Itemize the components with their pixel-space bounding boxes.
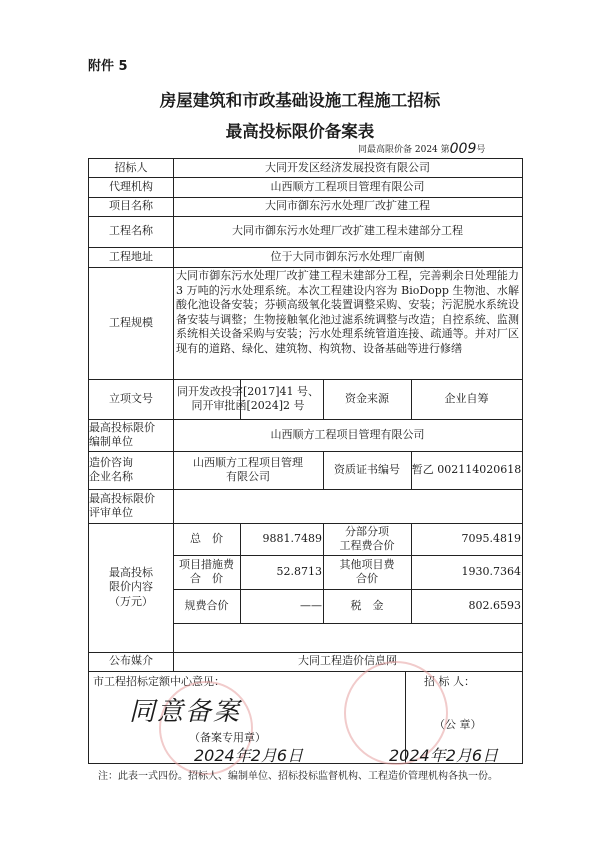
footnote: 注：此表一式四份。招标人、编制单位、招标投标监督机构、工程造价管理机构各执一份。: [98, 771, 498, 782]
work-address-label: 工程地址: [109, 249, 153, 263]
fee-price-label: 规费合价: [184, 598, 229, 612]
review-label-line1: 最高投标限价: [89, 491, 155, 505]
measure-price-label: [173, 555, 240, 589]
total-price-value: 9881.7489: [262, 531, 322, 545]
tax-value: 802.6593: [468, 598, 521, 612]
cert-value: 暂乙 002114020618: [411, 462, 522, 476]
consult-label-line1: 造价咨询: [89, 455, 133, 469]
approval-value-line2: 同开审批函[2024]2 号: [191, 399, 305, 412]
approval-value: [173, 379, 323, 419]
file-number-suffix: 号: [476, 145, 486, 155]
project-name-label: 项目名称: [109, 199, 153, 213]
file-number: [358, 140, 485, 156]
compiler-label: [89, 419, 173, 451]
review-label-line2: 评审单位: [89, 506, 133, 519]
tax-label: 税 金: [350, 598, 384, 612]
measure-price-label-line1: 项目措施费: [179, 557, 234, 571]
tenderer-label: 招标人: [114, 160, 148, 174]
file-number-handwritten: 009: [449, 141, 477, 157]
consult-value-line2: 有限公司: [226, 470, 270, 483]
agent-value: 山西顺方工程项目管理有限公司: [270, 179, 425, 193]
work-name-label: 工程名称: [109, 224, 153, 238]
filing-table: [88, 158, 523, 764]
sub-price-label-line1: 分部分项: [345, 524, 389, 538]
consult-label: [89, 451, 173, 489]
file-number-prefix: 同最高限价备 2024 第: [358, 145, 450, 155]
right-date: 2024年2月6日: [389, 746, 499, 765]
project-name-value: 大同市御东污水处理厂改扩建工程: [265, 199, 430, 213]
review-label: [89, 489, 173, 523]
page-title-line1: 房屋建筑和市政基础设施工程施工招标: [159, 91, 441, 110]
left-signature: 同意备案: [129, 697, 242, 727]
consult-value: [173, 451, 323, 489]
consult-value-line1: 山西顺方工程项目管理: [193, 455, 303, 469]
sub-price-label: [323, 523, 411, 555]
fee-price-value: ——: [300, 598, 322, 612]
left-stamp-note: （备案专用章）: [189, 731, 266, 744]
tenderer-value: 大同开发区经济发展投资有限公司: [265, 160, 430, 174]
work-address-value: 位于大同市御东污水处理厂南侧: [270, 249, 425, 263]
page-title-line2: 最高投标限价备案表: [225, 122, 375, 141]
right-sign-title: 招 标 人：: [424, 675, 475, 688]
right-stamp-note: （公 章）: [434, 718, 482, 731]
price-label: [89, 523, 173, 652]
publish-value: 大同工程造价信息网: [298, 654, 397, 668]
other-price-label: [323, 555, 411, 589]
left-sign-title: 市工程招标定额中心意见：: [93, 675, 225, 688]
compiler-value: 山西顺方工程项目管理有限公司: [270, 427, 425, 441]
other-price-value: 1930.7364: [461, 564, 521, 578]
total-price-label: 总 价: [190, 531, 223, 545]
review-value: [173, 489, 522, 523]
left-date: 2024年2月6日: [194, 746, 304, 765]
approval-label: 立项文号: [109, 391, 153, 405]
consult-label-line2: 企业名称: [89, 470, 133, 483]
measure-price-label-line2: 合 价: [190, 572, 223, 585]
price-label-line3: （万元）: [109, 594, 153, 608]
cert-label: 资质证书编号: [334, 462, 400, 476]
publish-label: 公布媒介: [109, 654, 153, 668]
measure-price-value: 52.8713: [276, 564, 322, 578]
sub-price-value: 7095.4819: [461, 531, 521, 545]
annex-label: 附件 5: [88, 59, 128, 74]
sub-price-label-line2: 工程费合价: [339, 539, 395, 552]
fund-source-value: 企业自筹: [444, 391, 489, 405]
scope-label: 工程规模: [109, 315, 153, 329]
other-price-label-line2: 合价: [356, 572, 378, 585]
compiler-label-line2: 编制单位: [89, 435, 133, 448]
price-label-line1: 最高投标: [109, 566, 153, 580]
approval-value-line1: 同开发改投字[2017]41 号、: [176, 384, 320, 398]
fund-source-label: 资金来源: [345, 391, 389, 405]
agent-label: 代理机构: [109, 179, 153, 193]
other-price-label-line1: 其他项目费: [339, 557, 395, 571]
work-name-value: 大同市御东污水处理厂改扩建工程未建部分工程: [232, 224, 463, 238]
compiler-label-line1: 最高投标限价: [89, 420, 155, 434]
price-label-line2: 限价内容: [109, 580, 153, 594]
scope-value: 大同市御东污水处理厂改扩建工程未建部分工程，完善剩余日处理能力 3 万吨的污水处理系统。本次工程建设内容为 BioDopp 生物池、水解酸化池设备安装；芬顿高级氧化装置调整采购、安装；污泥脱水系统设备安装与调整；生物接触氧化池过滤系统调整与改造；自控系统、监测系统相关设备采购与安装；污水处理系统管道连接、疏通等。并对厂区现有的道路、绿化、建筑物、构筑物、设备基础等进行修缮: [176, 269, 519, 355]
